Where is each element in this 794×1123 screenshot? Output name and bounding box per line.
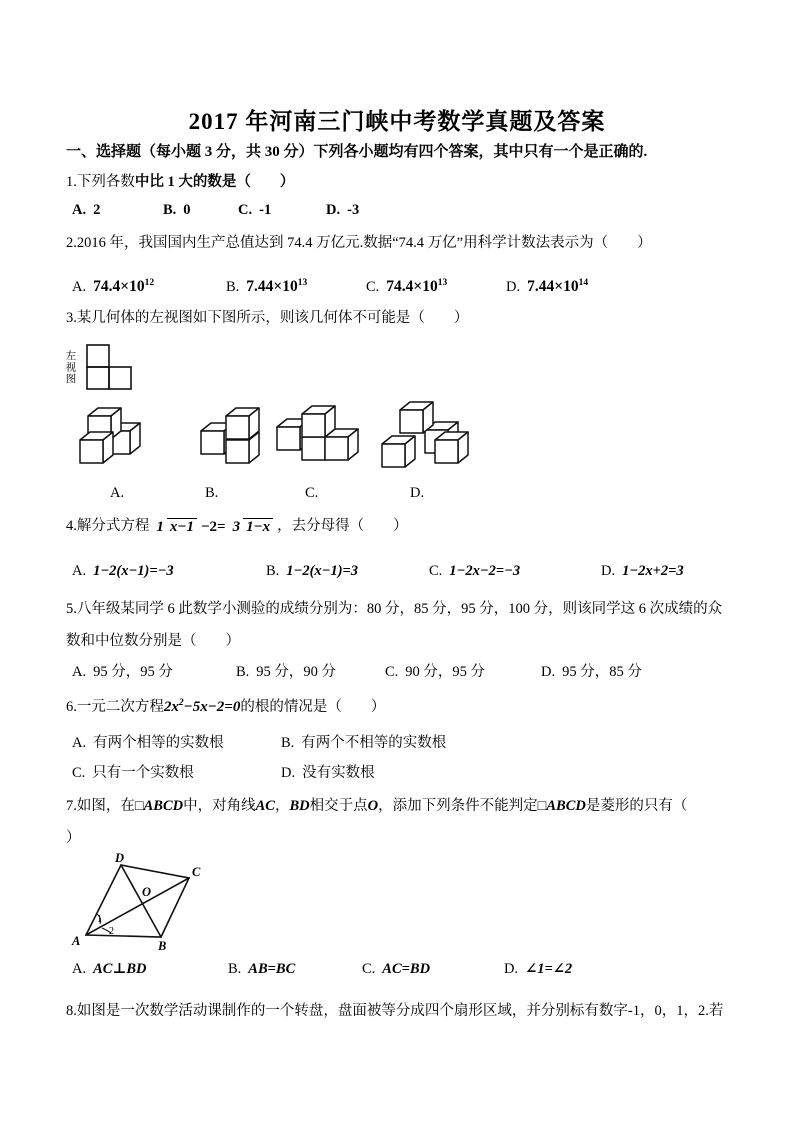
q2-option-b	[226, 277, 307, 298]
q6-stem-pre: 6.一元二次方程	[66, 699, 164, 715]
q5-option-c-label: C.	[385, 664, 399, 680]
q5-option-b-label: B.	[236, 664, 250, 680]
q7-seg-2: 中，对角线	[183, 798, 256, 814]
q2-option-d-base: 7.44×10	[527, 278, 579, 295]
q7-option-b	[228, 960, 295, 980]
q6-option-d-label: D.	[281, 765, 296, 781]
question-8-stem: 8.如图是一次数学活动课制作的一个转盘，盘面被等分成四个扇形区域，并分别标有数字-1，0，1，2.若	[66, 1003, 724, 1019]
parallelogram-figure	[66, 850, 206, 952]
diagonal-bd	[121, 865, 161, 937]
section-1-header: 一、选择题（每小题 3 分，共 30 分）下列各小题均有四个答案，其中只有一个是正确的.	[66, 144, 648, 160]
question-2-stem: 2.2016 年，我国国内生产总值达到 74.4 万亿元.数据“74.4 万亿”用科学计数法表示为（ ）	[66, 235, 652, 251]
q2-option-c-label: C.	[366, 279, 380, 295]
question-1-stem	[66, 173, 294, 193]
left-view-square-top	[87, 345, 109, 367]
q6-eq-base: 2x	[163, 699, 179, 715]
q1-option-a	[72, 201, 100, 221]
q7-var-bd: BD	[289, 798, 310, 814]
q7-option-d-label: D.	[504, 961, 519, 977]
q1-option-a-label: A.	[72, 202, 87, 218]
q6-option-c-value: 只有一个实数根	[92, 765, 194, 781]
question-3-stem: 3.某几何体的左视图如下图所示，则该几何体不可能是（ ）	[66, 310, 469, 326]
q2-option-a	[72, 277, 154, 298]
q1-stem-normal: 1.下列各数	[66, 174, 135, 190]
question-6-options-row2	[0, 764, 794, 786]
q4-option-c-label: C.	[429, 563, 443, 579]
q4-option-b	[266, 562, 358, 582]
cube-caption-d: D.	[410, 485, 425, 501]
cube-figure-c	[275, 404, 367, 466]
question-7-stem-line2: ）	[66, 830, 81, 846]
question-5-stem-line2: 数和中位数分别是（ ）	[66, 633, 240, 649]
q7-option-c	[362, 960, 430, 980]
page-title: 2017 年河南三门峡中考数学真题及答案	[188, 109, 606, 134]
q7-option-b-label: B.	[228, 961, 242, 977]
q7-var-o: O	[367, 798, 379, 814]
q4-frac1-numerator: 1	[156, 518, 164, 535]
q6-option-a	[72, 734, 224, 754]
q6-option-b-label: B.	[281, 735, 295, 751]
q2-option-d	[506, 277, 588, 298]
q2-option-b-exponent: 13	[297, 277, 308, 288]
question-4-options	[0, 562, 794, 584]
q5-option-b-value: 95 分，90 分	[256, 664, 337, 680]
q7-option-b-value: AB=BC	[248, 961, 296, 977]
q2-option-b-base: 7.44×10	[246, 278, 298, 295]
q4-stem-post: ，去分母得（ ）	[277, 518, 408, 535]
q7-option-a-label: A.	[72, 961, 87, 977]
q1-option-d-label: D.	[326, 202, 341, 218]
q7-option-c-value: AC=BD	[382, 961, 431, 977]
cube-figure-d	[380, 401, 472, 471]
q1-option-a-value: 2	[93, 202, 101, 218]
q5-option-c-value: 90 分，95 分	[405, 664, 486, 680]
q5-option-a-value: 95 分，95 分	[93, 664, 173, 680]
q7-seg-6: 是菱形的只有（	[585, 798, 688, 814]
vertex-label-b: B	[158, 939, 167, 952]
question-4-stem	[66, 504, 408, 550]
q2-option-d-value	[527, 278, 588, 295]
q4-stem-mid: −2=	[200, 518, 226, 535]
q1-option-b-label: B.	[163, 202, 177, 218]
q5-option-b	[236, 663, 336, 683]
q4-option-a	[72, 562, 174, 582]
question-6-stem	[66, 697, 385, 718]
q4-option-c-value: 1−2x−2=−3	[449, 563, 521, 579]
q2-option-c-base: 74.4×10	[386, 278, 438, 295]
q1-option-b	[163, 201, 191, 221]
cube-figure-a	[75, 406, 145, 468]
q2-option-b-label: B.	[226, 279, 240, 295]
q6-option-c	[72, 764, 194, 784]
q2-option-a-base: 74.4×10	[93, 278, 145, 295]
left-view-square-bottom-right	[109, 367, 131, 389]
left-view-square-bottom-left	[87, 367, 109, 389]
q7-option-d-value: ∠1=∠2	[525, 961, 573, 977]
q7-seg-1: 7.如图，在□	[66, 798, 144, 814]
q7-var-abcd-2: ABCD	[546, 798, 586, 814]
q4-frac2-numerator: 3	[232, 518, 241, 535]
q7-option-a	[72, 960, 147, 980]
q6-eq-exponent: 2	[178, 698, 184, 708]
q5-option-d-label: D.	[541, 664, 556, 680]
q4-frac2-denominator: 1−x	[243, 518, 273, 535]
q4-option-a-value: 1−2(x−1)=−3	[93, 563, 174, 579]
question-1-options	[0, 201, 794, 223]
q5-option-d	[541, 663, 642, 683]
q1-option-c-label: C.	[238, 202, 253, 218]
q7-option-a-value: AC⊥BD	[93, 961, 147, 977]
q6-option-c-label: C.	[72, 765, 86, 781]
q4-frac1-denominator: x−1	[167, 518, 197, 535]
q6-eq-rest: −5x−2=0	[183, 699, 241, 715]
q1-stem-bold: 中比 1 大的数是（ ）	[134, 174, 295, 190]
cube-caption-b: B.	[205, 485, 219, 501]
q4-option-d	[601, 562, 684, 582]
vertex-label-o: O	[142, 885, 152, 899]
q6-option-a-value: 有两个相等的实数根	[93, 735, 224, 751]
q6-stem-post: 的根的情况是（ ）	[240, 699, 386, 715]
q4-option-d-label: D.	[601, 563, 616, 579]
q5-option-d-value: 95 分，85 分	[562, 664, 642, 680]
q1-option-c	[238, 201, 271, 221]
q6-option-d-value: 没有实数根	[302, 765, 375, 781]
vertex-label-a: A	[72, 934, 81, 948]
vertex-label-d: D	[115, 851, 125, 865]
q1-option-b-value: 0	[183, 202, 191, 218]
left-view-figure	[85, 343, 135, 397]
q2-option-c	[366, 277, 447, 298]
cube-figure-b	[197, 406, 269, 468]
q5-option-a-label: A.	[72, 664, 87, 680]
q4-fraction-1	[153, 519, 197, 536]
q6-option-b	[281, 734, 446, 754]
q1-option-d-value: -3	[347, 202, 360, 218]
q6-option-b-value: 有两个不相等的实数根	[301, 735, 447, 751]
q6-option-d	[281, 764, 375, 784]
q4-stem-pre: 4.解分式方程	[66, 518, 150, 535]
q7-var-ac: AC	[255, 798, 275, 814]
q4-option-b-label: B.	[266, 563, 280, 579]
angle-label-1: 1	[97, 914, 102, 925]
q4-option-a-label: A.	[72, 563, 87, 579]
q2-option-a-value	[93, 278, 154, 295]
q4-option-c	[429, 562, 520, 582]
q1-option-d	[326, 201, 359, 221]
question-5-stem-line1: 5.八年级某同学 6 此数学小测验的成绩分别为：80 分，85 分，95 分，100 分，则该同学这 6 次成绩的众	[66, 601, 723, 617]
question-2-options	[0, 277, 794, 303]
left-view-label	[64, 350, 75, 390]
q7-var-abcd-1: ABCD	[143, 798, 184, 814]
q2-option-b-value	[246, 278, 307, 295]
q2-option-a-label: A.	[72, 279, 87, 295]
angle-label-2: 2	[109, 926, 114, 937]
q2-option-c-value	[386, 278, 447, 295]
cube-figure-captions	[0, 484, 794, 506]
cube-caption-a: A.	[110, 485, 125, 501]
q7-seg-4: 相交于点	[309, 798, 368, 814]
q2-option-d-label: D.	[506, 279, 521, 295]
q7-seg-3: ，	[274, 798, 290, 814]
q4-option-d-value: 1−2x+2=3	[622, 563, 684, 579]
left-view-label-text: 左视图	[64, 350, 76, 385]
q7-option-c-label: C.	[362, 961, 376, 977]
q4-option-b-value: 1−2(x−1)=3	[286, 563, 359, 579]
question-7-options	[0, 960, 794, 982]
q2-option-c-exponent: 13	[437, 277, 448, 288]
q7-seg-5: ，添加下列条件不能判定□	[378, 798, 547, 814]
vertex-label-c: C	[192, 865, 201, 879]
q6-option-a-label: A.	[72, 735, 87, 751]
q6-equation	[164, 699, 240, 715]
q4-fraction-2	[230, 519, 274, 536]
q2-option-a-exponent: 12	[144, 277, 155, 288]
q5-option-c	[385, 663, 485, 683]
question-7-stem-line1	[66, 797, 687, 817]
question-5-options	[0, 663, 794, 685]
cube-caption-c: C.	[305, 485, 319, 501]
q5-option-a	[72, 663, 173, 683]
q7-option-d	[504, 960, 572, 980]
diagonal-ac	[86, 878, 189, 935]
q2-option-d-exponent: 14	[578, 277, 589, 288]
q1-option-c-value: -1	[259, 202, 272, 218]
question-6-options-row1	[0, 734, 794, 756]
